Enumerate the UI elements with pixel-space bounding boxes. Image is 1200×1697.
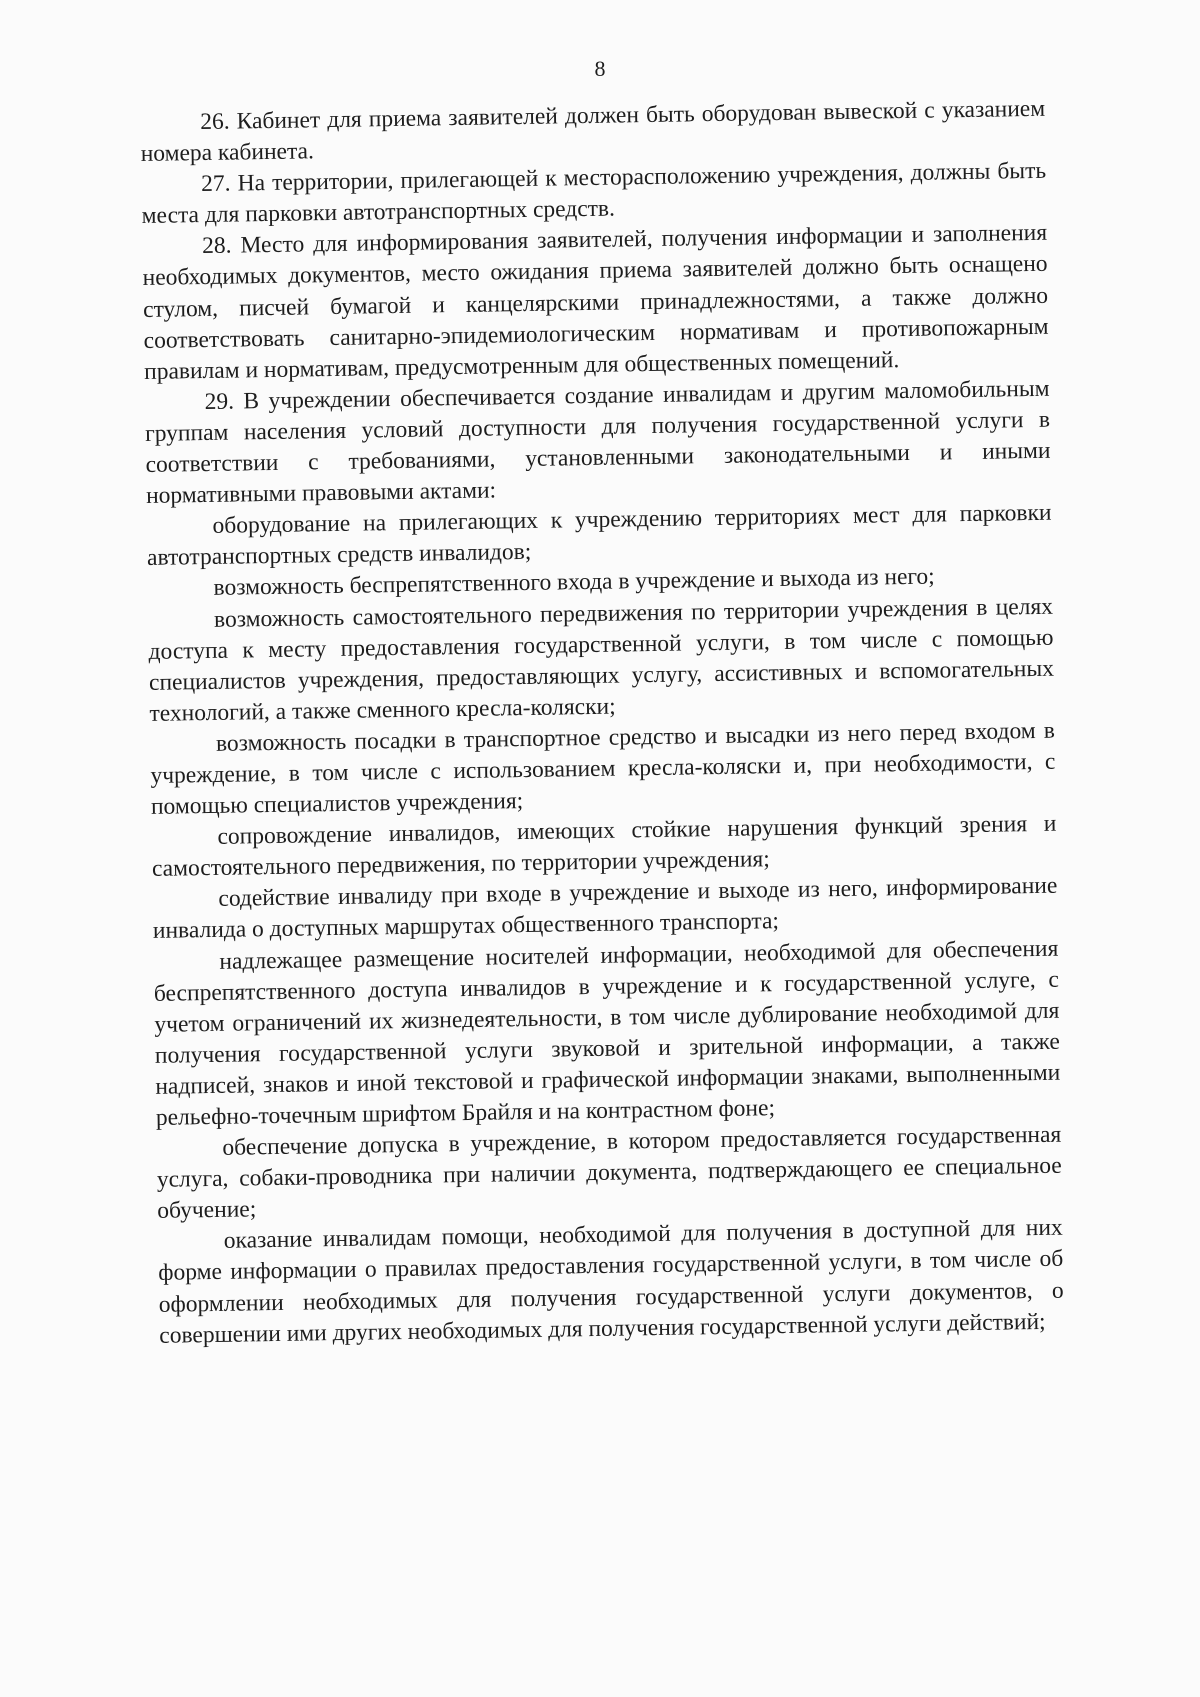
paragraph-27: 27. На территории, прилегающей к месторасположению учреждения, должны быть места для парковки автотранспортных средств. [141, 157, 1047, 230]
list-item-information: надлежащее размещение носителей информации, необходимой для обеспечения беспрепятственного доступа инвалидов в учреждение и к государственной услуге, с учетом ограничений их жизнедеятельности, в том числе дублирование необходимой для получения государственной услуги звуковой и зрительной информации, а также надписей, знаков и иной текстовой и графической информации знаками, выполненными рельефно-точечным шрифтом Брайля и на контрастном фоне; [153, 935, 1061, 1131]
list-item-escort: сопровождение инвалидов, имеющих стойкие нарушения функций зрения и самостоятельного передвижения, по территории учреждения; [151, 810, 1057, 883]
paragraph-26: 26. Кабинет для приема заявителей должен быть оборудован вывеской с указанием номера кабинета. [140, 95, 1046, 168]
list-item-guide-dog: обеспечение допуска в учреждение, в котором предоставляется государственная услуга, собаки-проводника при наличии документа, подтверждающего ее специальное обучение; [156, 1121, 1062, 1225]
list-item-parking: оборудование на прилегающих к учреждению территориях мест для парковки автотранспортных средств инвалидов; [146, 499, 1052, 572]
list-item-boarding: возможность посадки в транспортное средство и высадки из него перед входом в учреждение, в том числе с использованием кресла-коляски и, при необходимости, с помощью специалистов учреждения; [150, 717, 1056, 820]
list-item-entrance: возможность беспрепятственного входа в учреждение и выхода из него; [213, 563, 935, 602]
list-item-help: оказание инвалидам помощи, необходимой для получения в доступной для них форме информации о правилах предоставления государственной услуги, в том числе об оформлении необходимых для получения государственной услуги документов, о совершении ими других необходимых для получения государственной услуги действий; [158, 1215, 1064, 1349]
paragraph-29: 29. В учреждении обеспечивается создание инвалидам и другим маломобильным группам населения условий доступности для получения государственной услуги в соответствии с требованиями, установленными законодательными и иными нормативными правовыми актами: [144, 375, 1051, 510]
document-body [140, 94, 1064, 1352]
list-item-movement: возможность самостоятельного передвижения по территории учреждения в целях доступа к месту предоставления государственной услуги, в том числе с помощью специалистов учреждения, предоставляющих услугу, ассистивных и вспомогательных технологий, а также сменного кресла-коляски; [148, 593, 1055, 727]
page-number: 8 [594, 56, 606, 81]
list-item-assistance: содействие инвалиду при входе в учреждение и выходе из него, информирование инвалида о доступных маршрутах общественного транспорта; [152, 873, 1058, 945]
paragraph-28: 28. Место для информирования заявителей, получения информации и заполнения необходимых документов, место ожидания приема заявителей должно быть оснащено стулом, писчей бумагой и канцелярскими принадлежностями, а также должно соответствовать санитарно-эпидемиологическим нормативам и противопожарным правилам и нормативам, предусмотренным для общественных помещений. [142, 220, 1049, 385]
